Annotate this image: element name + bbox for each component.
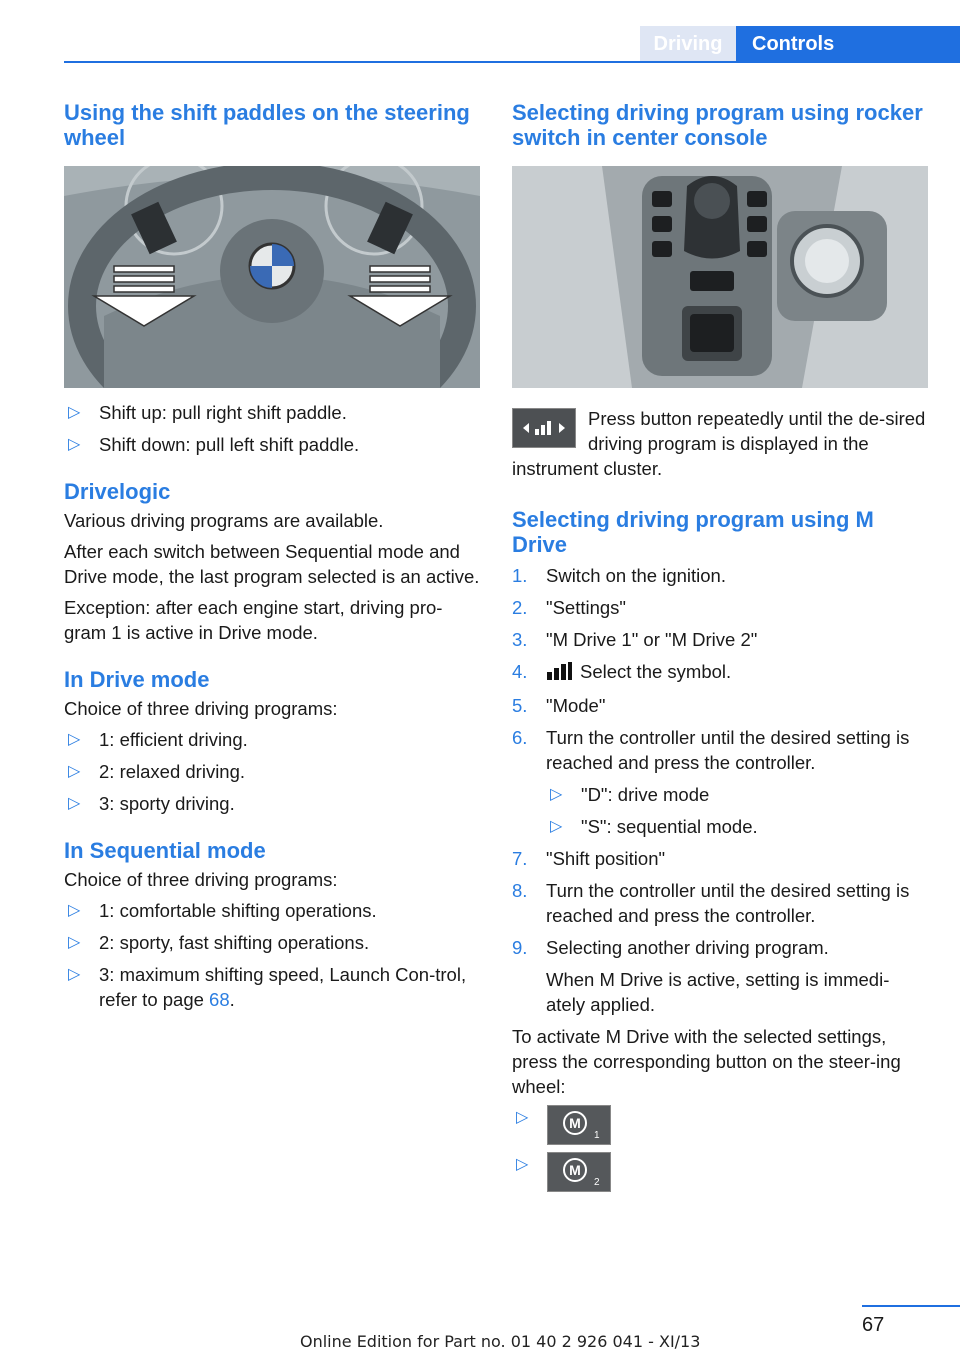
- step9-note: When M Drive is active, setting is immedi-ately applied.: [546, 968, 890, 1015]
- list-item: 8. Turn the controller until the desired setting is reached and press the controller.: [512, 879, 910, 926]
- paragraph: After each switch between Sequential mode and Drive mode, the last program selected is an active.: [64, 541, 480, 587]
- header-rule: [64, 61, 960, 63]
- svg-text:M: M: [569, 1161, 581, 1178]
- m1-button-icon: [547, 1105, 611, 1145]
- rocker-switch-symbol-icon: [512, 408, 576, 448]
- triangle-bullet-icon: ▷: [68, 436, 81, 453]
- paragraph: Exception: after each engine start, driving pro-gram 1 is active in Drive mode.: [64, 597, 443, 643]
- paddles-list: [64, 400, 480, 457]
- header-tab-controls: Controls: [736, 26, 960, 62]
- triangle-bullet-icon: ▷: [68, 404, 81, 421]
- paragraph: Press button repeatedly until the de-sired driving program is displayed in the instrument cluster.: [512, 408, 926, 479]
- list-item: ▷ 2: relaxed driving.: [68, 761, 246, 782]
- m-buttons-list: [512, 1105, 928, 1192]
- list-item: ▷ Shift down: pull left shift paddle.: [68, 434, 360, 455]
- page-number: 67: [862, 1314, 885, 1336]
- list-item: 6. Turn the controller until the desired setting is reached and press the controller. ▷ "D": drive mode ▷ "S": sequential mode.: [512, 725, 928, 839]
- list-item: ▷ "D": drive mode: [550, 783, 710, 805]
- list-item: [512, 1105, 928, 1145]
- rocker-instructions: [512, 406, 928, 481]
- heading-m-drive: Selecting driving program using M Drive: [512, 507, 874, 557]
- m-drive-steps: [512, 563, 928, 1017]
- right-column: [512, 100, 928, 1199]
- m2-button-icon: [547, 1152, 611, 1192]
- steering-wheel-photo: [64, 166, 480, 388]
- left-column: [64, 100, 480, 1019]
- list-item: ▷ 3: maximum shifting speed, Launch Con-trol, refer to page 68.: [68, 964, 467, 1010]
- heading-rocker-switch: Selecting driving program using rocker switch in center console: [512, 100, 923, 150]
- list-item: ▷ 3: sporty driving.: [68, 793, 235, 814]
- svg-text:1: 1: [594, 1129, 600, 1141]
- paragraph: To activate M Drive with the selected settings, press the corresponding button on the steer-ing wheel:: [512, 1025, 901, 1097]
- list-item: [512, 1152, 928, 1192]
- svg-text:2: 2: [594, 1176, 600, 1188]
- triangle-bullet-icon: ▷: [516, 1108, 529, 1126]
- center-console-photo: [512, 166, 928, 388]
- triangle-bullet-icon: ▷: [68, 966, 81, 983]
- list-item: ▷ 1: efficient driving.: [68, 729, 248, 750]
- header-tab-driving: Driving: [640, 26, 736, 62]
- drive-mode-list: [64, 727, 480, 816]
- heading-drive-mode: In Drive mode: [64, 667, 210, 692]
- triangle-bullet-icon: ▷: [68, 763, 81, 780]
- list-item: 3. "M Drive 1" or "M Drive 2": [512, 629, 758, 650]
- sequential-mode-list: [64, 898, 480, 1012]
- heading-drivelogic: Drivelogic: [64, 479, 171, 504]
- footer-rule: [862, 1305, 960, 1307]
- paragraph: Various driving programs are available.: [64, 510, 384, 531]
- step6-sublist: [546, 782, 928, 839]
- triangle-bullet-icon: ▷: [550, 785, 563, 803]
- list-item: ▷ Shift up: pull right shift paddle.: [68, 402, 347, 423]
- triangle-bullet-icon: ▷: [68, 902, 81, 919]
- page-link-68[interactable]: 68: [209, 989, 230, 1010]
- triangle-bullet-icon: ▷: [68, 934, 81, 951]
- heading-shift-paddles: Using the shift paddles on the steering wheel: [64, 100, 470, 150]
- list-item: ▷ "S": sequential mode.: [550, 815, 758, 837]
- list-item: 7. "Shift position": [512, 847, 666, 869]
- list-item: 9. Selecting another driving program. When M Drive is active, setting is immedi-ately applied.: [512, 935, 928, 1017]
- list-item: 5. "Mode": [512, 694, 606, 716]
- triangle-bullet-icon: ▷: [68, 731, 81, 748]
- triangle-bullet-icon: ▷: [68, 795, 81, 812]
- triangle-bullet-icon: ▷: [516, 1155, 529, 1173]
- list-item: 4. Select the symbol.: [512, 659, 928, 686]
- svg-text:M: M: [569, 1114, 581, 1131]
- paragraph: Choice of three driving programs:: [64, 698, 338, 719]
- list-item: 1. Switch on the ignition.: [512, 565, 726, 586]
- paragraph: Choice of three driving programs:: [64, 869, 338, 890]
- driving-program-symbol-icon: [546, 661, 572, 686]
- triangle-bullet-icon: ▷: [550, 817, 563, 835]
- list-item: 2. "Settings": [512, 597, 626, 618]
- list-item: ▷ 1: comfortable shifting operations.: [68, 900, 377, 921]
- footer-edition: Online Edition for Part no. 01 40 2 926 041 - XI/13: [300, 1332, 701, 1351]
- heading-sequential-mode: In Sequential mode: [64, 838, 266, 863]
- list-item: ▷ 2: sporty, fast shifting operations.: [68, 932, 370, 953]
